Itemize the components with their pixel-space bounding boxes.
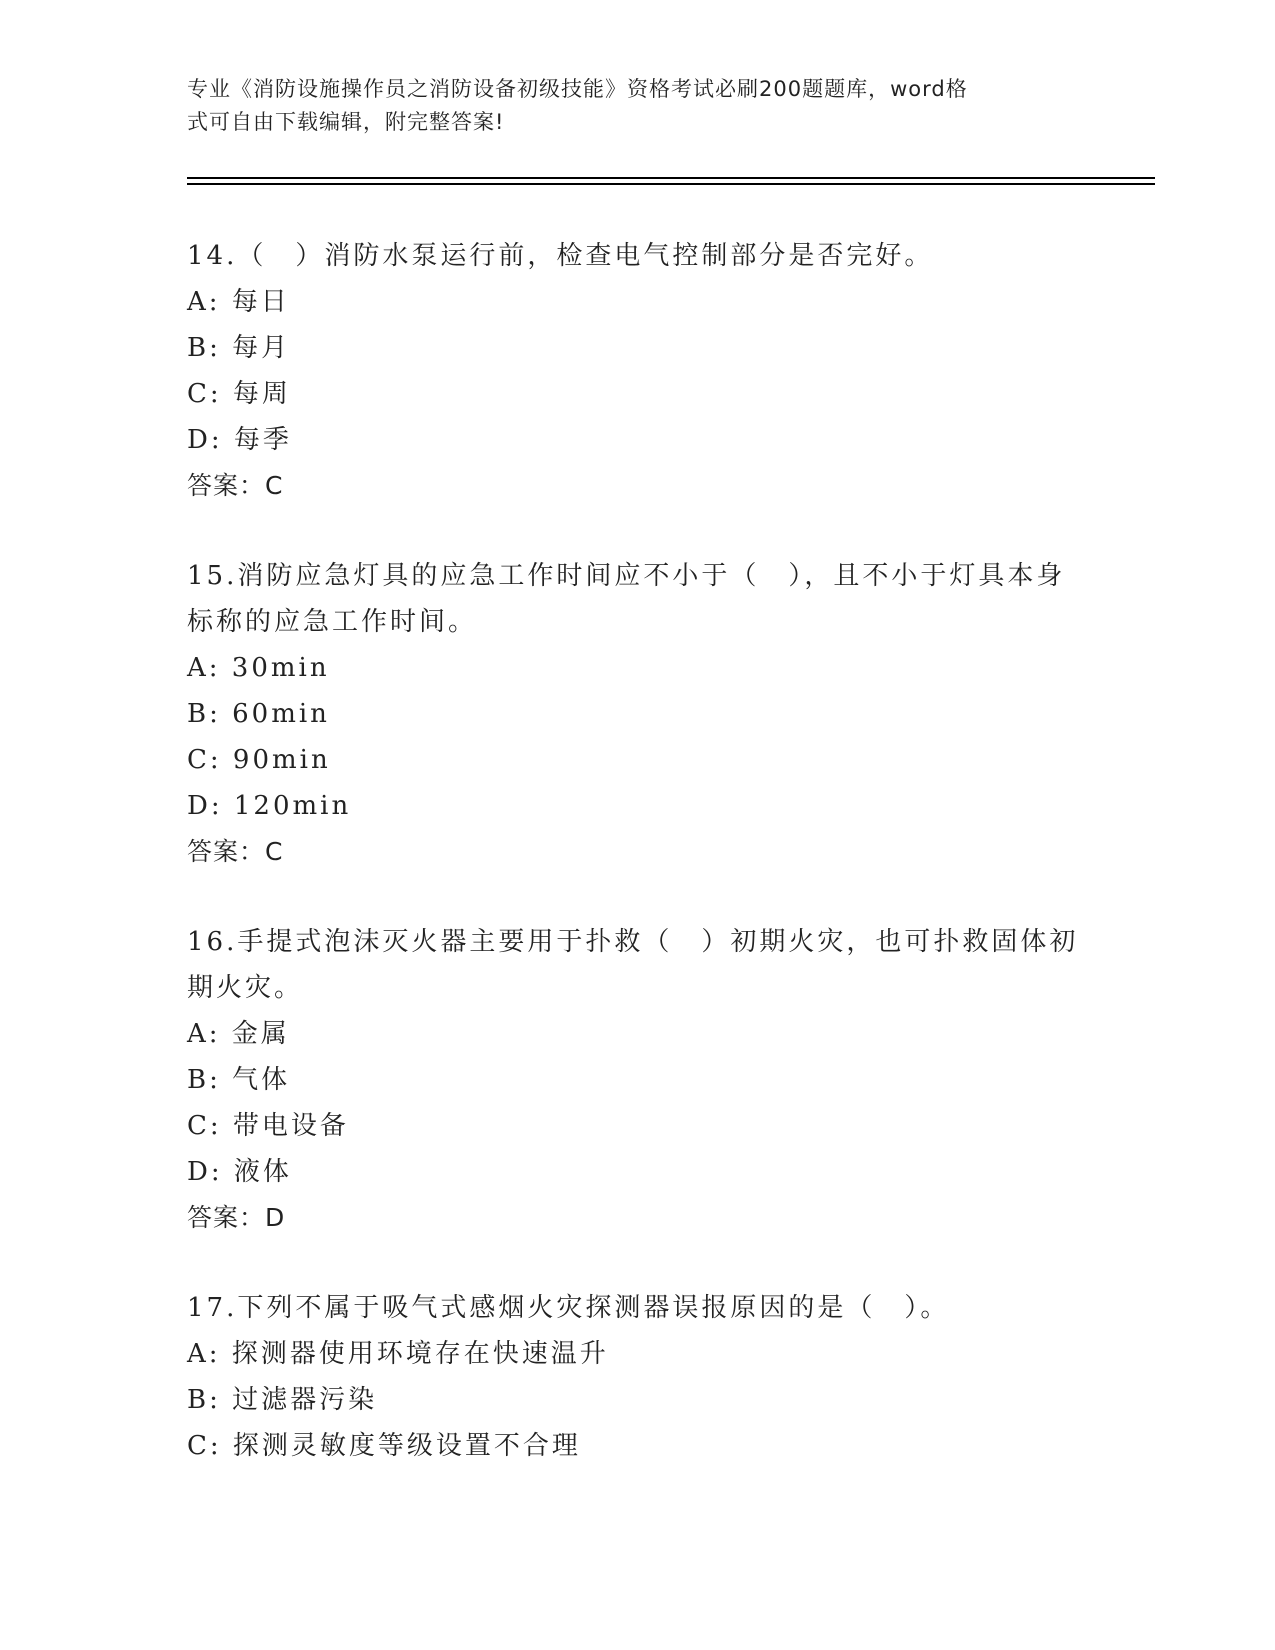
- question-list: [187, 233, 1087, 1513]
- answer-line: 答案：C: [187, 471, 284, 500]
- answer-line: 答案：C: [187, 837, 284, 866]
- option-c: C: 90min: [187, 745, 331, 775]
- option-c: C: 每周: [187, 379, 291, 409]
- option-b: B: 过滤器污染: [187, 1385, 378, 1415]
- question-stem: 16.手提式泡沫灭火器主要用于扑救（ ）初期火灾，也可扑救固体初期火灾。: [187, 927, 1079, 1003]
- option-d: D: 120min: [187, 791, 352, 821]
- option-d: D: 液体: [187, 1157, 292, 1187]
- question-16: [187, 919, 1087, 1241]
- option-a: A: 金属: [187, 1019, 290, 1049]
- question-stem: 14.（ ）消防水泵运行前，检查电气控制部分是否完好。: [187, 241, 934, 271]
- option-d: D: 每季: [187, 425, 292, 455]
- option-b: B: 每月: [187, 333, 291, 363]
- header-divider-top: [187, 177, 1155, 179]
- option-a: A: 30min: [187, 653, 330, 683]
- question-14: [187, 233, 1087, 509]
- option-b: B: 气体: [187, 1065, 291, 1095]
- question-15: [187, 553, 1087, 875]
- question-stem: 15.消防应急灯具的应急工作时间应不小于（ ），且不小于灯具本身标称的应急工作时间。: [187, 561, 1066, 637]
- option-c: C: 带电设备: [187, 1111, 349, 1141]
- question-stem: 17.下列不属于吸气式感烟火灾探测器误报原因的是（ ）。: [187, 1293, 950, 1323]
- header-line-2: 式可自由下载编辑，附完整答案!: [187, 110, 505, 134]
- option-a: A: 探测器使用环境存在快速温升: [187, 1339, 609, 1369]
- header-line-1: 专业《消防设施操作员之消防设备初级技能》资格考试必刷200题题库，word格: [187, 77, 968, 101]
- option-c: C: 探测灵敏度等级设置不合理: [187, 1431, 581, 1461]
- option-b: B: 60min: [187, 699, 330, 729]
- document-header: [187, 73, 1087, 139]
- option-a: A: 每日: [187, 287, 290, 317]
- answer-line: 答案：D: [187, 1203, 286, 1232]
- question-17: [187, 1285, 1087, 1469]
- header-divider-bottom: [187, 183, 1155, 185]
